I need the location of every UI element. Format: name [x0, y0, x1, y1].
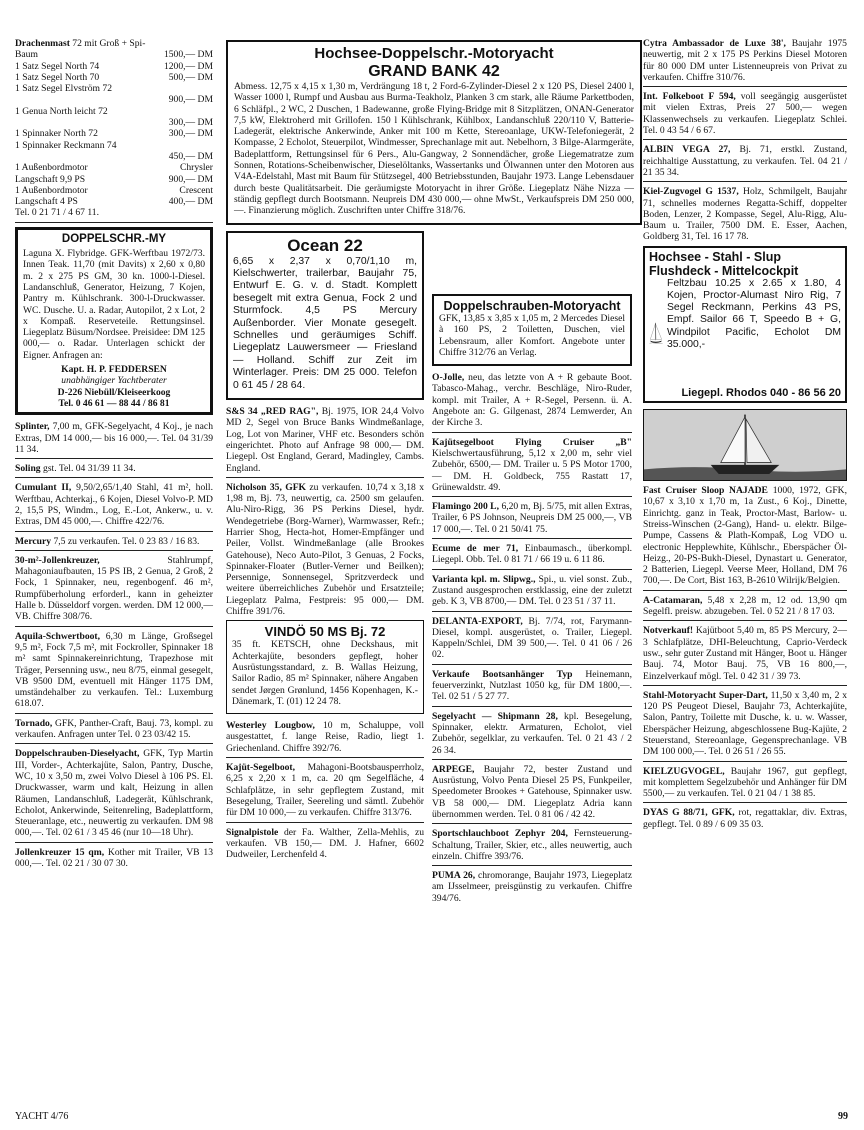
box-title: Hochsee - Stahl - Slup — [649, 249, 781, 264]
box-title: Hochsee-Doppelschr.-Motoryacht — [314, 45, 554, 62]
box-subtitle: GRAND BANK 42 — [368, 63, 500, 80]
divider — [432, 823, 632, 824]
ad-shipmann: Segelyacht — Shipmann 28, kpl. Besegelung, Spinnaker, elektr. Armaturen, Echolot, viel Zubehör, segelklar, zu verkaufen. Tel. 0 21 43 / 2 26 34. — [432, 710, 632, 756]
ad-text: 6,65 x 2,37 x 0,70/1,10 m, Kielschwerter, trailerbar, Baujahr 75, Entwurf E. G. v. d. Stadt. Komplett besegelt mit extra Genua, Fock 2 und Sturmfock. 4,5 PS Mercury Außenborder. Vier Monate gesegelt. Schnelles und geräumiges Schiff. Liegeplatz Lauwersmeer — Friesland — Holland. Schiff zur Zeit im Winterlager. Preis: DM 25 000. Telefon 0 61 45 / 28 64. — [233, 255, 417, 391]
price-row — [15, 128, 213, 139]
contact-phone: Tel. 0 46 61 — 88 44 / 86 81 — [58, 397, 170, 409]
price-item: 1 Satz Segel North 74 — [15, 60, 100, 72]
ad-a-catamaran: A-Catamaran, 5,48 x 2,28 m, 12 od. 13,90 qm Segelfl. preisw. abzugeben. Tel. 0 52 21 / 8 17 03. — [643, 594, 847, 618]
ad-drachenmast — [15, 38, 213, 219]
ad-ecume: Ecume de mer 71, Einbaumasch., überkompl. Liegepl. Obb. Tel. 0 81 71 / 66 19 u. 6 11 86. — [432, 543, 633, 566]
price-row — [15, 106, 213, 117]
price-value: 900,— DM — [168, 173, 213, 185]
ad-grand-bank-box — [226, 40, 642, 225]
box-title: Doppelschrauben-Motoryacht — [443, 299, 621, 313]
ad-kiel-zugvogel: Kiel-Zugvogel G 1537, Holz, Schmilgelt, Baujahr 71, schnelles modernes Regatta-Schiff, doppelter Boden, Lenzer, 2 Kompasse, Segel, Alu-Rigg, Alu-Baum u. Trailer, 7500 DM. E. Esser, Aachen, Goldberg 31, Tel. 16 17 78. — [643, 186, 848, 243]
price-value: 400,— DM — [168, 196, 213, 208]
ad-motoryacht-box — [432, 294, 632, 366]
ad-mercury: Mercury 7,5 zu verkaufen. Tel. 0 23 83 / 16 83. — [15, 535, 200, 547]
price-value: Chrysler — [179, 162, 213, 174]
price-value: 300,— DM — [168, 117, 213, 129]
divider — [432, 432, 632, 433]
najade-photo — [643, 409, 847, 481]
price-row — [15, 162, 213, 173]
price-item: 1 Genua North leicht 72 — [15, 105, 108, 117]
divider — [15, 626, 213, 627]
ad-soling: Soling gst. Tel. 04 31/39 11 34. — [15, 463, 136, 475]
divider — [643, 802, 847, 803]
price-value: Crescent — [179, 184, 213, 196]
ad-red-rag: S&S 34 „RED RAG", Bj. 1975, IOR 24,4 Volvo MD 2, Segel von Bruce Banks Windmeßanlage, Log, Lot von Mariner, VHF etc. Besonders schön eingerichtet. Photo auf Anfrage 98 000,— DM. Liegepl. Ost England, Gerard, Madingley, Cambs. England. — [226, 406, 424, 474]
box-title: VINDÖ 50 MS Bj. 72 — [264, 624, 386, 640]
ad-o-jolle: O-Jolle, neu, das letzte von A + R gebaute Boot. Tabasco-Mahag., verchr. Beschläge, Niro-Ruder, kompl. mit Trailer, A + R-Segel, Persenn. ü. A. Angebote an: G. Gilgenast, 2874 Lemwerder, An der Kirche 3. — [432, 372, 632, 429]
divider — [15, 477, 213, 478]
ad-text: Feltzbau 10.25 x 2.65 x 1.80, 4 Kojen, Proctor-Alumast Niro Rig, 7 Segel Reckmann, Perkins 43 PS, Empf. Sailor 66 T, Speedo B + G, Windpilot Pacific, Echolot DM 35.000,- — [666, 277, 841, 350]
divider — [432, 538, 632, 539]
contact-phone: Liegepl. Rhodos 040 - 86 56 20 — [681, 386, 841, 399]
ad-bootsanhaenger: Verkaufe Bootsanhänger Typ Heinemann, feuerverzinkt, Nutzlast 1050 kg, für DM 1800,—. Tel. 02 51 / 5 27 77. — [432, 668, 632, 703]
ad-tornado: Tornado, GFK, Panther-Craft, Bauj. 73, kompl. zu verkaufen. Anfragen unter Tel. 0 23 03/42 15. — [15, 717, 214, 741]
divider — [226, 822, 424, 823]
ad-text: Laguna X. Flybridge. GFK-Werftbau 1972/73. Innen Teak. 11,70 (mit Davits) x 2,60 x 0,80 m. 2 x 275 PS GM, 30 kn. 1000-l-Diesel. Landanschluß, Generator, Heizung, 7 Kojen, Pantry m. Kühlschrank. 300-l-Druckwasser. WC. Dusche. U. a. Radar, Autopilot, 2 x Lot, 2 x Kompaß. Reserveteile. Rettungsinsel. Liegeplatz Büsum/Nordsee. Preisidee: DM 125 000,— o. Radar. Unterlagen schickt der Eigner. Anfragen an: — [23, 248, 205, 361]
ad-flamingo: Flamingo 200 L, 6,20 m, Bj. 5/75, mit allen Extras, Trailer, 6 PS Johnson, Neupreis DM 25 000,—, VB 17 000,—. Tel. 0 21 50/41 75. — [432, 501, 632, 535]
ad-folkeboot: Int. Folkeboot F 594, voll seegängig ausgerüstet mit vielen Extras, Preis 27 500,— wegen Klassenwechsels zu verkaufen. Liegeplatz Schlei. Tel. 0 43 54 / 6 67. — [643, 91, 847, 137]
column-3 — [432, 292, 632, 907]
ad-arpege: ARPEGE, Baujahr 72, bester Zustand und Ausrüstung, Volvo Penta Diesel 25 PS, Funkpeiler, Speedometer Brookes + Gatehouse, Spinnaker usw. VB 58 000,— DM. Liegeplatz Adria kann übernommen werden. Tel. 0 81 06 / 42 42. — [432, 763, 632, 820]
ad-text: Abmess. 12,75 x 4,15 x 1,30 m, Verdrängung 18 t, 2 Ford-6-Zylinder-Diesel 2 x 120 PS, Diesel 2400 l, Wasser 1000 l, Rumpf und Ausbau aus Burma-Teakholz, Planken 3 cm stark, alle Räume Parkettboden, 6 Schläfpl., 2 WC, 2 Duschen, 1 Badewanne, große Flying-Bridge mit 8 Sitzplätzen, ONAN-Generator 7,5 kW, Elektroherd mit Grillofen. 150 l Kühlschrank, Kühlbox, Landanschluß 220/110 V, Batterie-Ladegerät, elektrische Ankerwinde, Anker mit 100 m Kette, Stereoanlage, UKW-Telefoniegerät, 2 Kompasse, 2 Echolot, Steuerpilot, Windmesser, Sprechanlage mit aut. Nebelhorn, 3 Bilge-Alarmgeräte, Badeplattform, Rettungsinsel für 6 Pers., Alu-Gangway, 2 Sonnendächer, große Liegematratze zum Sonnen, Rotations-Scheibenwischer, Dieselöltanks, Wassertanks und Ölwannen unter den Motoren aus V4A-Edelstahl, Mast mit Baum für Stützsegel, 400 Betriebsstunden, Baujahr 1973. Lange Lebensdauer durch beste Qualitätsarbeit. Die geräumigste Motoryacht in ihrer Größe. Liegeplatz Nähe Nizza — ständig gepflegt durch Bootsmann. Neupreis DM 430 000,— ohne MwSt., Verkaufspreis DM 250 000,—. Finanzierung möglich. Zuschriften unter Chiffre 318/76. — [234, 81, 634, 217]
ad-phone: Tel. 0 21 71 / 4 67 11. — [15, 207, 99, 219]
footer-magazine: YACHT 4/76 — [15, 1111, 69, 1122]
box-title: Ocean 22 — [287, 235, 363, 255]
divider — [226, 757, 424, 758]
divider — [15, 222, 213, 223]
ad-text: 35 ft. KETSCH, ohne Deckshaus, mit Achterkajüte, besonders gepflegt, hoher Ausrüstungsstandard, z. B. Wallas Heizung, Sailor Radio, 85 m² Spinnaker, nähere Angaben sendet Jørgen Grønlund, 1456 Kopenhagen, K.-Dänemark, T. (01) 12 24 78. — [232, 639, 418, 707]
price-item: 1 Außenbordmotor — [15, 184, 88, 196]
price-row — [15, 151, 213, 162]
ad-text: GFK, 13,85 x 3,85 x 1,05 m, 2 Mercedes Diesel à 160 PS, 2 Toiletten, Duschen, viel Lebensraum, aller Komfort. Angebote unter Chiffre 312/76 an Verlag. — [439, 313, 625, 358]
ad-doppelschr-my-box — [15, 227, 213, 415]
price-value: 500,— DM — [168, 71, 213, 83]
contact-name: Kapt. H. P. FEDDERSEN — [61, 364, 167, 376]
ad-signalpistole: Signalpistole der Fa. Walther, Zella-Mehlis, zu verkaufen. VB 150,— DM. J. Hafner, 6602 Dudweiler, Lerchenfeld 4. — [226, 826, 425, 861]
box-title: DOPPELSCHR.-MY — [61, 232, 167, 245]
divider — [432, 569, 632, 570]
ad-kajuet-segelboot: Kajüt-Segelboot, Mahagoni-Bootsbausperrholz, 6,25 x 2,20 x 1 m, ca. 20 qm Segelfläche, 4 Schlafplätze, in sehr gepflegtem Zustand, mit Besegelung, Trailer, Seereling und sämtl. Zubehör für DM 10 000,— zu verkaufen. Chiffre 313/76. — [226, 762, 424, 819]
footer-page-number: 99 — [838, 1111, 848, 1122]
ad-westerley: Westerley Lougbow, 10 m, Schaluppe, voll ausgestattet, f. lange Reise, Radio, liegt 1. Griechenland. Chiffre 392/76. — [226, 720, 424, 754]
divider — [643, 181, 847, 182]
price-row — [15, 174, 213, 185]
ad-aquila: Aquila-Schwertboot, 6,30 m Länge, Großsegel 9,5 m², Fock 7,5 m², mit Fockroller, Spinnaker 18 m² samt Spinnakereinrichtung, Trapezhose mit Träger, Persenning usw., neu 8/75, einmal gesegelt, VB 9500 DM, eventuell mit Hänger 1175 DM, umständehalber zu verkaufen. Tel.: Luxemburg 618.07. — [15, 630, 213, 710]
price-item: 1 Satz Segel North 70 — [15, 71, 100, 83]
ad-najade: Fast Cruiser Sloop NAJADE 1000, 1972, GFK, 10,67 x 3,10 x 1,70 m, 1a Zust., 6 Koj., Dinette, Einrichtg. ganz in Teak, Proctor-Mast, Barlow- u. Streiss-Winschen (2-Gang), Hand- u. elektr. Bilge-Pumpe, Cassens & Plath-Kompaß, Log VDO u. electronic Hepplewhite, Kühlschr., Eberspächer Öl-Heizg., 20-PS-Bukh-Diesel, Dynastart u. Generator, 2 Batterien, Liegepl. Veerse Meer, Holland, DM 76 700,—. De Cort, Bist 163, B-2610 Wilrijk/Belgien. — [643, 485, 848, 587]
contact-address: D-226 Niebüll/Kleiseerkoog — [57, 386, 171, 398]
ad-notverkauf: Notverkauf! Kajütboot 5,40 m, 85 PS Mercury, 2—3 Schlafplätze, DHI-Beleuchtung, Caprio-Verdeck usw., sehr guter Zustand mit Hänger, Boot u. Hänger Bauj. 74, Motor Bauj. 75, VB 16 800,—, Einzelverkauf mögl. Tel. 0 42 31 / 39 73. — [643, 625, 847, 682]
divider — [432, 706, 632, 707]
price-value: 900,— DM — [168, 94, 213, 106]
ad-vindo-box — [226, 620, 424, 714]
price-row — [15, 94, 213, 105]
divider — [432, 759, 632, 760]
ad-puma: PUMA 26, chromorange, Baujahr 1973, Liegeplatz am IJsselmeer, preisgünstig zu verkaufen. Chiffre 394/76. — [432, 870, 632, 904]
divider — [643, 620, 847, 621]
price-row — [15, 196, 213, 207]
divider — [432, 865, 632, 866]
ad-zephyr: Sportschlauchboot Zephyr 204, Fernsteuerung-Schaltung, Trailer, Skier, etc., alles neuwertig, auch einzeln. Chiffre 393/76. — [432, 828, 633, 862]
divider — [432, 611, 632, 612]
price-item: Langschaft 9,9 PS — [15, 173, 86, 185]
ad-delanta: DELANTA-EXPORT, Bj. 7/74, rot, Farymann-Diesel, kompl. ausgerüstet, o. Trailer, Liegepl. Kappeln/Schlei, DM 39 500,—. Tel. 0 41 06 / 26 02. — [432, 615, 633, 661]
ad-varianta: Varianta kpl. m. Slipwg., Spi., u. viel sonst. Zub., Zustand ausgesprochen erstklassig, eine der zuletzt geb. K 3, VB 8700,— DM. Tel. 0 23 51 / 37 11. — [432, 573, 632, 608]
divider — [15, 458, 213, 459]
divider — [643, 685, 847, 686]
price-item: 1 Außenbordmotor — [15, 162, 88, 174]
box-subtitle: Flushdeck - Mittelcockpit — [649, 263, 799, 278]
ad-jollenkreuzer: 30-m²-Jollenkreuzer, Stahlrumpf, Mahagoniaufbauten, 15 PS IB, 2 Genua, 2 Groß, 2 Fock, 1 Spinnaker, neu, regenbogenf. 46 m², Rumpfüberholung erforderl., kann in geheizter Halle b. Düsseldorf vorgen. werden. DM 12 000,— VB. Chiffre 308/76. — [15, 554, 213, 623]
sailboat-photo-icon — [644, 410, 846, 481]
contact-role: unabhängiger Yachtberater — [61, 375, 167, 387]
column-1 — [15, 38, 213, 872]
ad-stahl-slup-box — [643, 246, 847, 403]
divider — [432, 664, 632, 665]
ad-super-dart: Stahl-Motoryacht Super-Dart, 11,50 x 3,40 m, 2 x 120 PS Peugeot Diesel, Baujahr 73, Achterkajüte, Salon, Pantry, Toilette mit Dusche, k. u. w. Wasser, Eberspächer Heizung, abgeschlossene Bug-Kajüte, 2 Steuerstand, Stereoanlage, Gegensprechanlage. VB DM 100 000,—. Tel. 0 26 51 / 26 55. — [643, 689, 847, 758]
price-item: Langschaft 4 PS — [15, 196, 78, 208]
ad-flying-cruiser: Kajütsegelboot Flying Cruiser „B" Kielschwertausführung, 5,12 x 2,00 m, sehr viel Zubehör, 6500,— DM. Trailer u. 5 PS Motor 1700,— DM. H. Goldbeck, 755 Rastatt 17, Grünewaldstr. 49. — [432, 436, 632, 493]
divider — [226, 477, 424, 478]
divider — [15, 842, 213, 843]
divider — [15, 713, 213, 714]
ad-albin-vega: ALBIN VEGA 27, Bj. 71, erstkl. Zustand, reichhaltige Ausstattung, zu verkaufen. Tel. 04 21 / 21 35 34. — [643, 144, 847, 178]
price-row — [15, 185, 213, 196]
price-row — [15, 140, 213, 151]
ad-nicholson: Nicholson 35, GFK zu verkaufen. 10,74 x 3,18 x 1,98 m, Bj. 73, neuwertig, ca. 2500 sm gelaufen. Alu-Niro-Rigg, 36 PS Perkins Diesel, hydr. Wendegetriebe (Borg-Warner), Warmwasser, Refr.; Harrier Shog, Hecta-hot, Homer-Empfänger und Peiler, Vollst. Windmeßanlage (alle Brookes Gatehouse), Neco Auto-Pilot, 3 Genuas, 2 Focks, Spinnaker-Floater (Butler-Verner und Beilken); Persennige, Sonnensegel, Spritzverdeck und weitere überreichliches Zubehör und Ersatzteile; Liegeplatz Palma, Festpreis: 95 000,— DM. Chiffre 391/76. — [226, 481, 424, 618]
price-row — [15, 72, 213, 83]
divider — [15, 550, 213, 551]
ad-ocean-22-box — [226, 231, 424, 400]
price-row — [15, 61, 213, 72]
ad-splinter: Splinter, 7,00 m, GFK-Segelyacht, 4 Koj., je nach Extras, DM 14 000,— bis 16 000,—. Tel. 04 31/39 11 34. — [15, 421, 213, 455]
divider — [643, 139, 847, 140]
divider — [643, 590, 847, 591]
ad-dieselyacht: Doppelschrauben-Dieselyacht, GFK, Typ Martin III, Vorder-, Achterkajüte, Salon, Pantry, Dusche, WC, 10 x 3,50 m, zwei Volvo Diesel à 106 PS. El. Druckwasser, warm und kalt, Heizung in allen Räumen, Landanschluß, Ladegerät, Kühlschrank, Echolot, Ankerwinde, Seitenreling, Badeplattform, Steueranlage, etc., neuwertig zu verkaufen. DM 98 000,—. Tel. 02 61 / 3 45 46 (nur 10—18 Uhr). — [15, 748, 213, 839]
ad-cytra: Cytra Ambassador de Luxe 38', Baujahr 1975 neuwertig, mit 2 x 175 PS Perkins Diesel Motoren für 80 000 DM unter Listenneupreis von Privat zu verkaufen. Chiffre 310/76. — [643, 38, 847, 83]
price-value: 300,— DM — [168, 128, 213, 140]
price-item: Baum — [15, 49, 38, 61]
divider — [643, 761, 847, 762]
divider — [432, 496, 632, 497]
sailboat-illustration — [649, 278, 663, 388]
divider — [643, 86, 847, 87]
price-row — [15, 49, 213, 60]
price-value: 1500,— DM — [163, 49, 213, 61]
divider — [15, 531, 213, 532]
column-4 — [643, 38, 847, 833]
price-row — [15, 83, 213, 94]
ad-kielzugvogel-2: KIELZUGVOGEL, Baujahr 1967, gut gepflegt, mit komplettem Segelzubehör und Anhänger für DM 5500,— zu verkaufen. Tel. 0 21 04 / 1 38 85. — [643, 765, 847, 800]
ad-dyas: DYAS G 88/71, GFK, rot, regattaklar, div. Extras, gepflegt. Tel. 0 89 / 6 09 35 03. — [643, 807, 847, 830]
price-value: 1200,— DM — [163, 60, 213, 72]
ad-lead: Drachenmast — [15, 38, 70, 49]
price-value: 450,— DM — [168, 150, 213, 162]
price-row — [15, 117, 213, 128]
price-item: 1 Satz Segel Elvström 72 — [15, 83, 112, 95]
ad-jollenkreuzer-15: Jollenkreuzer 15 qm, Kother mit Trailer, VB 13 000,—. Tel. 02 21 / 30 07 30. — [15, 846, 213, 869]
price-item: 1 Spinnaker North 72 — [15, 128, 98, 140]
divider — [15, 743, 213, 744]
ad-cumulant: Cumulant II, 9,50/2,65/1,40 Stahl, 41 m², holl. Werftbau, Achterkaj., 6 Kojen, Diesel Volvo-P. MD 2, 15,5 PS, Windm., Log, E.-Lot, Ankerw., u. v. Extras, DM 45 000,—. Chiffre 422/76. — [15, 482, 213, 528]
price-list — [15, 49, 213, 207]
ad-text: 72 mit Groß + Spi- — [72, 38, 146, 49]
price-item: 1 Spinnaker Reckmann 74 — [15, 139, 117, 151]
